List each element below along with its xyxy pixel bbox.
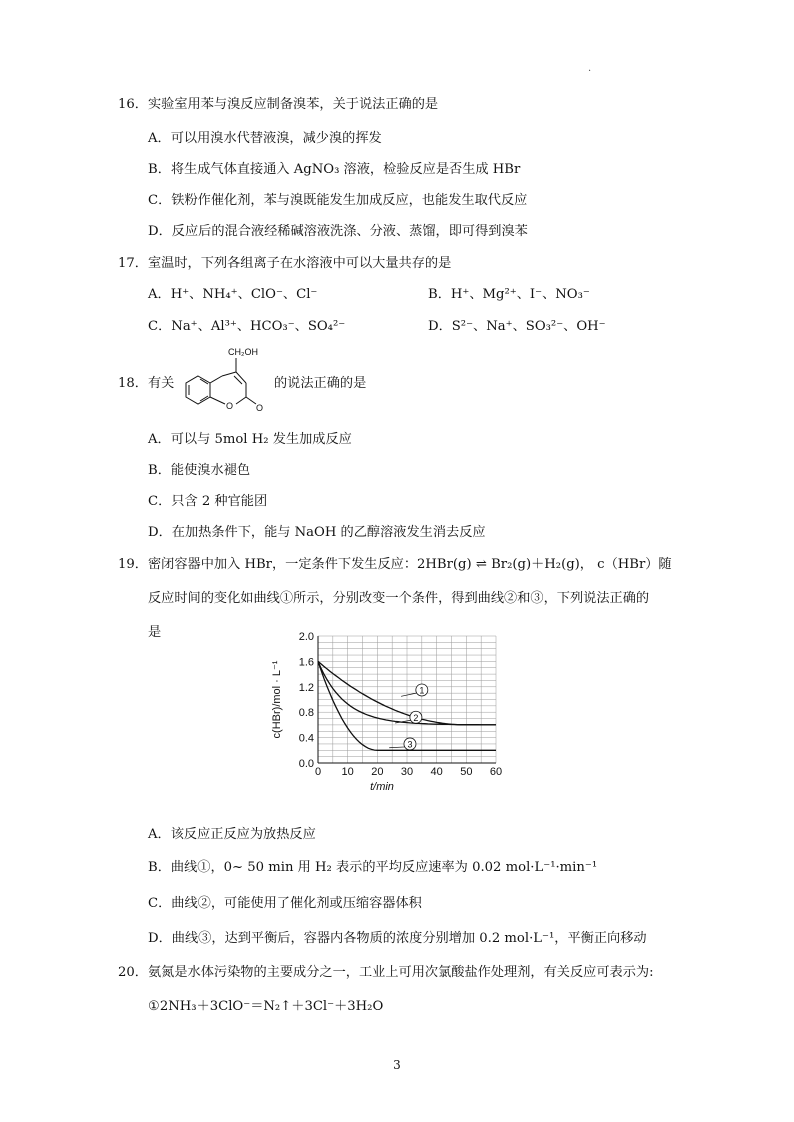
page-number: 3 [393, 1058, 401, 1072]
x-tick-label: 10 [341, 766, 354, 778]
x-axis-label: t/min [370, 781, 394, 793]
q18-option-b: B．能使溴水褪色 [148, 463, 251, 478]
q19-option-a: A．该反应正反应为放热反应 [148, 827, 316, 842]
q18-suffix: 的说法正确的是 [274, 376, 367, 391]
q17-option-d: D．S²⁻、Na⁺、SO₃²⁻、OH⁻ [428, 319, 606, 334]
q18-prefix: 18．有关 [118, 376, 175, 391]
y-axis-label: c(HBr)/mol · L⁻¹ [271, 660, 283, 739]
q17-option-b: B．H⁺、Mg²⁺、I⁻、NO₃⁻ [428, 287, 590, 302]
series-label-2: 2 [413, 712, 419, 723]
series-leader-line [389, 747, 405, 748]
x-tick-label: 20 [371, 766, 384, 778]
q16-stem: 16．实验室用苯与溴反应制备溴苯，关于说法正确的是 [118, 97, 439, 112]
y-tick-label: 0.8 [298, 707, 314, 720]
x-tick-label: 40 [430, 766, 443, 778]
series-label-1: 1 [419, 685, 425, 696]
q16-option-c: C．铁粉作催化剂，苯与溴既能发生加成反应，也能发生取代反应 [148, 193, 528, 208]
x-tick-label: 30 [400, 766, 414, 778]
x-tick-label: 60 [489, 766, 503, 778]
ring-oxygen: O [226, 401, 234, 411]
page-mark: · [588, 66, 592, 77]
q17-option-c: C．Na⁺、Al³⁺、HCO₃⁻、SO₄²⁻ [148, 319, 346, 334]
x-tick-label: 50 [460, 766, 473, 778]
ch2oh-label: CH₂OH [228, 347, 258, 357]
q19-stem-line3: 是 [148, 625, 162, 640]
q17-option-a: A．H⁺、NH₄⁺、ClO⁻、Cl⁻ [148, 287, 318, 302]
q19-option-b: B．曲线①，0~ 50 min 用 H₂ 表示的平均反应速率为 0.02 mol·L⁻¹·min⁻¹ [148, 860, 598, 875]
q16-option-a: A．可以用溴水代替液溴，减少溴的挥发 [148, 131, 382, 146]
q17-stem: 17．室温时，下列各组离子在水溶液中可以大量共存的是 [118, 256, 452, 271]
series-leader-line [401, 693, 417, 696]
q19-stem-line2: 反应时间的变化如曲线①所示，分别改变一个条件，得到曲线②和③，下列说法正确的 [148, 591, 650, 606]
q19-option-d: D．曲线③，达到平衡后，容器内各物质的浓度分别增加 0.2 mol·L⁻¹，平衡正向移动 [148, 931, 647, 946]
coumarin-structure [176, 342, 272, 420]
q19-stem-line1: 19．密闭容器中加入 HBr，一定条件下发生反应：2HBr(g) ⇌ Br₂(g)＋H₂(g)， c（HBr）随 [118, 557, 672, 572]
q20-stem: 20．氨氮是水体污染物的主要成分之一，工业上可用次氯酸盐作处理剂，有关反应可表示为: [118, 965, 654, 980]
series-label-3: 3 [407, 739, 413, 750]
q18-option-a: A．可以与 5mol H₂ 发生加成反应 [148, 432, 352, 447]
carbonyl-oxygen: O [256, 403, 264, 413]
q16-option-d: D．反应后的混合液经稀碱溶液洗涤、分液、蒸馏，即可得到溴苯 [148, 224, 528, 239]
q19-option-c: C．曲线②，可能使用了催化剂或压缩容器体积 [148, 896, 422, 911]
y-tick-label: 0.4 [298, 732, 314, 745]
q16-option-b: B．将生成气体直接通入 AgNO₃ 溶液，检验反应是否生成 HBr [148, 162, 521, 177]
y-tick-label: 0.0 [298, 758, 314, 770]
y-tick-label: 1.6 [298, 656, 314, 669]
q18-option-d: D．在加热条件下，能与 NaOH 的乙醇溶液发生消去反应 [148, 525, 486, 540]
y-tick-label: 2.0 [298, 631, 314, 643]
y-tick-label: 1.2 [298, 681, 314, 694]
x-tick-label: 0 [314, 766, 322, 778]
hbr-concentration-chart [266, 622, 516, 800]
q20-equation: ①2NH₃＋3ClO⁻＝N₂↑＋3Cl⁻＋3H₂O [148, 999, 384, 1014]
q18-option-c: C．只含 2 种官能团 [148, 494, 268, 509]
